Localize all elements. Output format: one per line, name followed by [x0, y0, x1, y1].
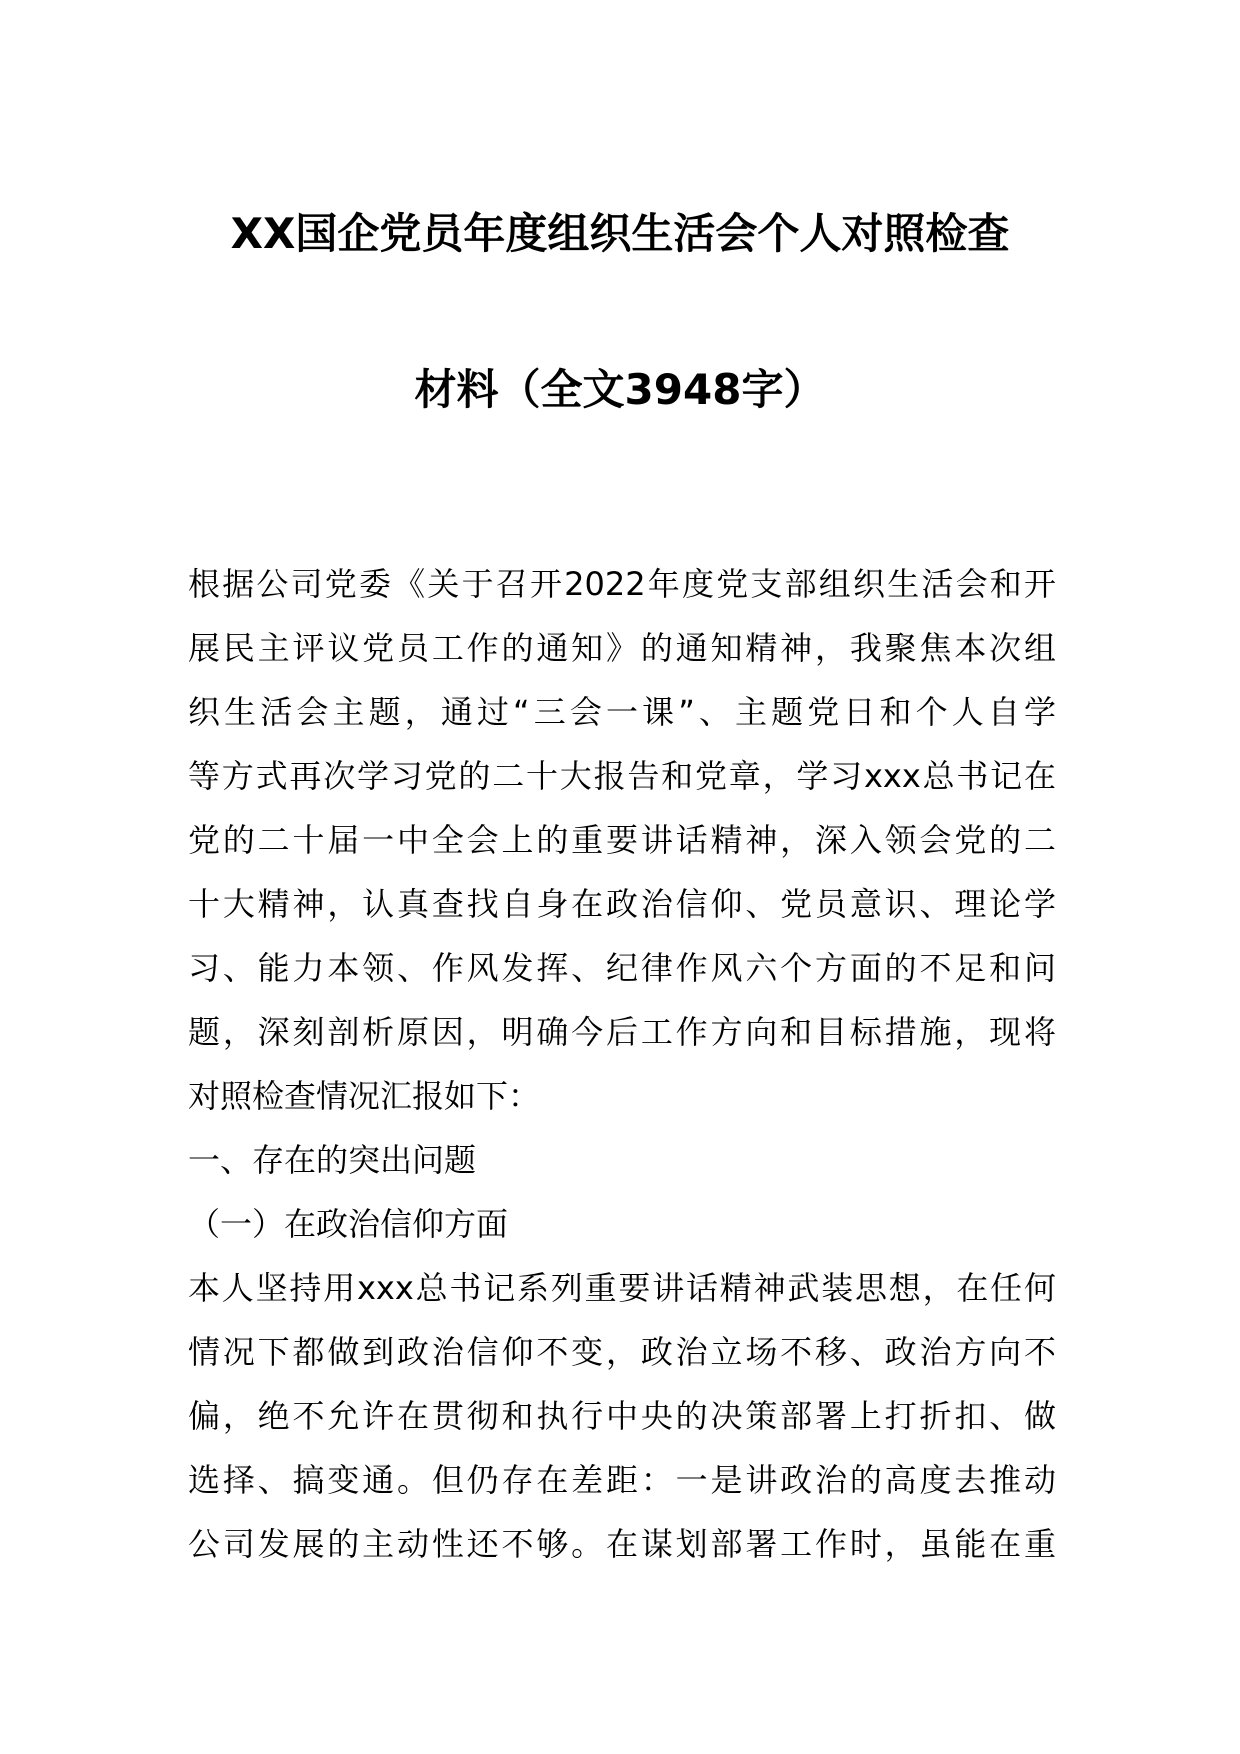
- body-line: 公司发展的主动性还不够。在谋划部署工作时，虽能在重: [188, 1525, 1056, 1563]
- body-line: 等方式再次学习党的二十大报告和党章，学习xxx总书记在: [188, 757, 1056, 795]
- body-line: 偏，绝不允许在贯彻和执行中央的决策部署上打折扣、做: [188, 1397, 1056, 1435]
- body-line: 选择、搞变通。但仍存在差距：一是讲政治的高度去推动: [188, 1461, 1056, 1499]
- document-body: [188, 552, 1056, 1576]
- subsection-heading: （一）在政治信仰方面: [188, 1205, 509, 1243]
- document-title-line-1: XX国企党员年度组织生活会个人对照检查: [230, 209, 1010, 258]
- body-line: 十大精神，认真查找自身在政治信仰、党员意识、理论学: [188, 885, 1056, 923]
- body-line: 对照检查情况汇报如下：: [188, 1077, 541, 1115]
- body-line: 习、能力本领、作风发挥、纪律作风六个方面的不足和问: [188, 949, 1056, 987]
- body-line: 展民主评议党员工作的通知》的通知精神，我聚焦本次组: [188, 629, 1056, 667]
- body-line: 党的二十届一中全会上的重要讲话精神，深入领会党的二: [188, 821, 1056, 859]
- body-line: 本人坚持用xxx总书记系列重要讲话精神武装思想，在任何: [188, 1269, 1056, 1307]
- body-line: 情况下都做到政治信仰不变，政治立场不移、政治方向不: [188, 1333, 1056, 1371]
- document-title-line-2: 材料（全文3948字）: [414, 365, 826, 414]
- section-heading: 一、存在的突出问题: [188, 1141, 477, 1179]
- body-line: 根据公司党委《关于召开2022年度党支部组织生活会和开: [188, 565, 1056, 603]
- body-line: 题，深刻剖析原因，明确今后工作方向和目标措施，现将: [188, 1013, 1056, 1051]
- body-line: 织生活会主题，通过“三会一课”、主题党日和个人自学: [188, 693, 1056, 731]
